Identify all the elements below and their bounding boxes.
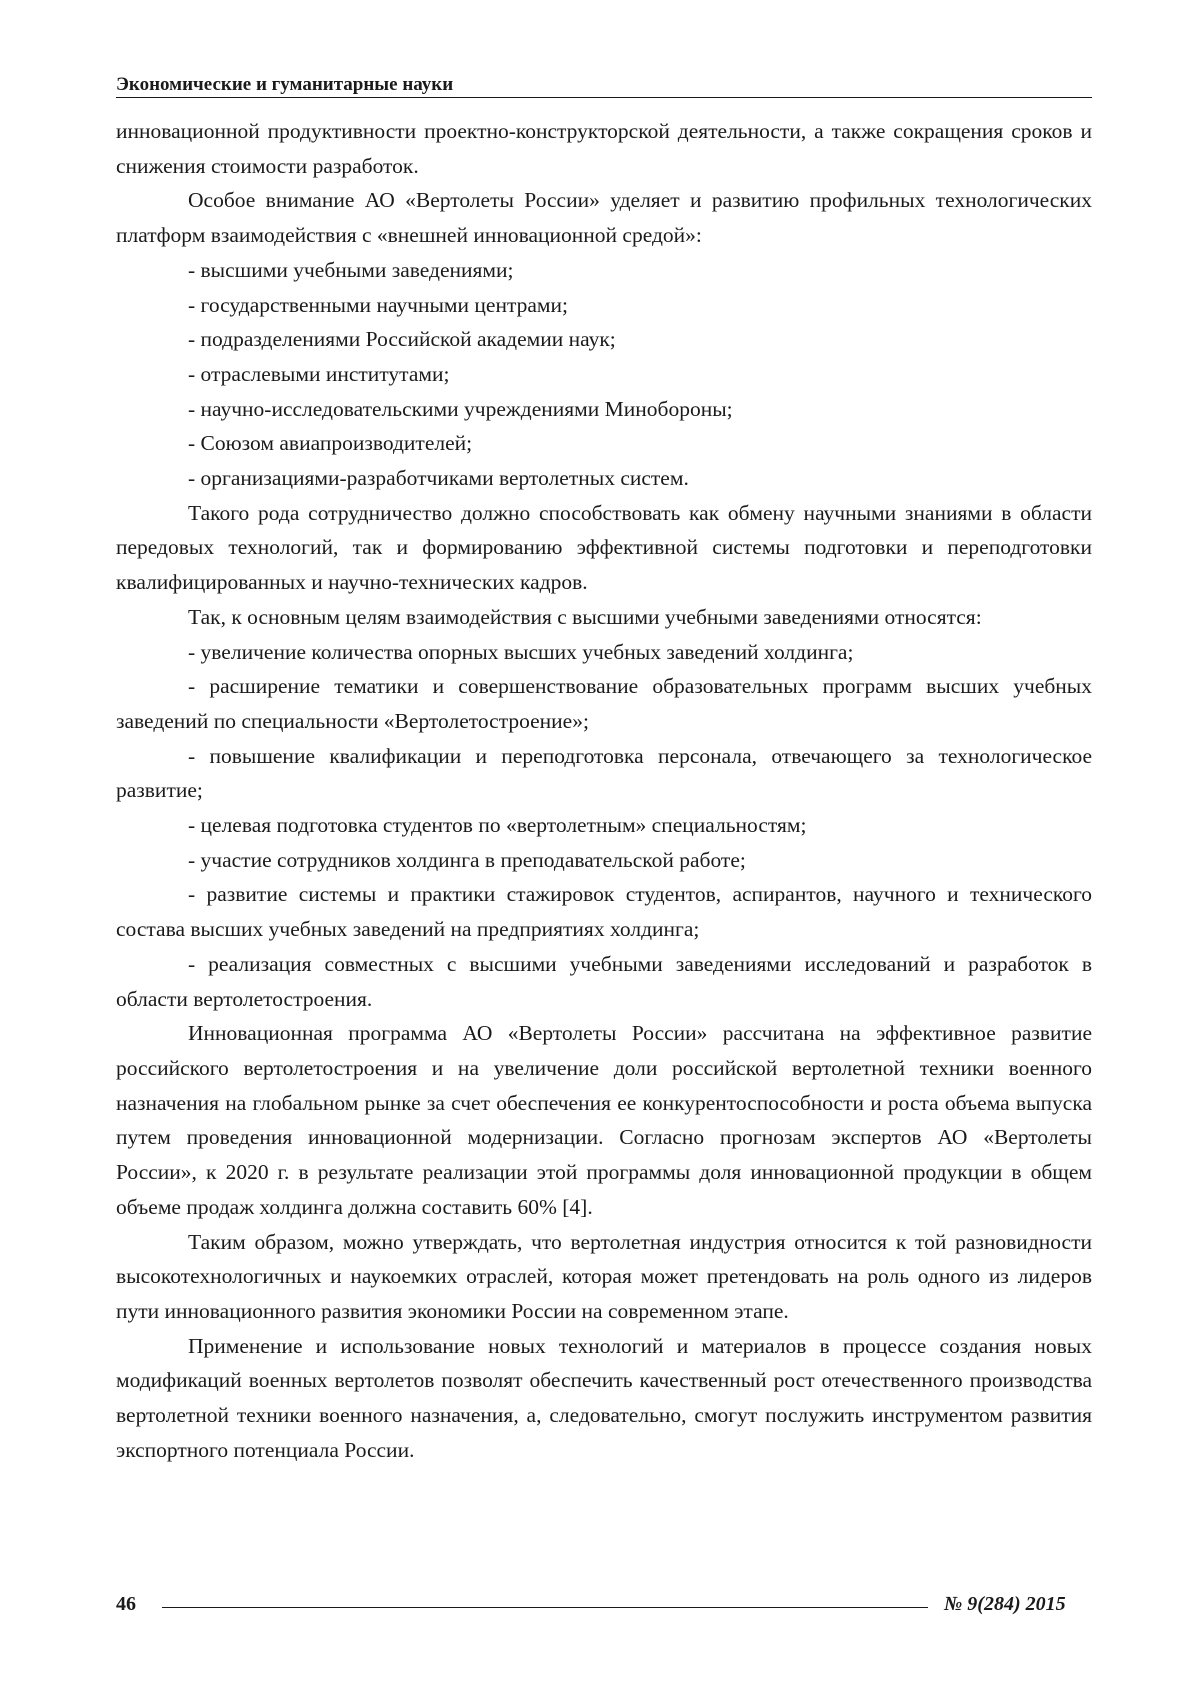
document-page — [0, 0, 1200, 1698]
list-item: - подразделениями Российской академии наук; — [116, 322, 1092, 357]
list-item: - расширение тематики и совершенствование образовательных программ высших учебных заведений по специальности «Вертолетостроение»; — [116, 669, 1092, 738]
paragraph: Применение и использование новых технологий и материалов в процессе создания новых модификаций военных вертолетов позволят обеспечить качественный рост отечественного производства вертолетной техники военного назначения, а, следовательно, смогут послужить инструментом развития экспортного потенциала России. — [116, 1329, 1092, 1468]
list-item: - отраслевыми институтами; — [116, 357, 1092, 392]
list-item: - реализация совместных с высшими учебными заведениями исследований и разработок в области вертолетостроения. — [116, 947, 1092, 1016]
list-item: - организациями-разработчиками вертолетных систем. — [116, 461, 1092, 496]
article-body — [116, 114, 1092, 1467]
list-item: - целевая подготовка студентов по «вертолетным» специальностям; — [116, 808, 1092, 843]
list-item: - Союзом авиапроизводителей; — [116, 426, 1092, 461]
list-item: - развитие системы и практики стажировок студентов, аспирантов, научного и технического состава высших учебных заведений на предприятиях холдинга; — [116, 877, 1092, 946]
paragraph: Инновационная программа АО «Вертолеты России» рассчитана на эффективное развитие российского вертолетостроения и на увеличение доли российской вертолетной техники военного назначения на глобальном рынке за счет обеспечения ее конкурентоспособности и роста объема выпуска путем проведения инновационной модернизации. Согласно прогнозам экспертов АО «Вертолеты России», к 2020 г. в результате реализации этой программы доля инновационной продукции в общем объеме продаж холдинга должна составить 60% [4]. — [116, 1016, 1092, 1224]
paragraph: Так, к основным целям взаимодействия с высшими учебными заведениями относятся: — [116, 600, 1092, 635]
running-header: Экономические и гуманитарные науки — [116, 74, 1092, 98]
paragraph: Такого рода сотрудничество должно способствовать как обмену научными знаниями в области передовых технологий, так и формированию эффективной системы подготовки и переподготовки квалифицированных и научно-технических кадров. — [116, 496, 1092, 600]
list-item: - участие сотрудников холдинга в преподавательской работе; — [116, 843, 1092, 878]
list-item: - государственными научными центрами; — [116, 288, 1092, 323]
paragraph: Особое внимание АО «Вертолеты России» уделяет и развитию профильных технологических платформ взаимодействия с «внешней инновационной средой»: — [116, 183, 1092, 252]
paragraph: Таким образом, можно утверждать, что вертолетная индустрия относится к той разновидности высокотехнологичных и наукоемких отраслей, которая может претендовать на роль одного из лидеров пути инновационного развития экономики России на современном этапе. — [116, 1225, 1092, 1329]
list-item: - повышение квалификации и переподготовка персонала, отвечающего за технологическое развитие; — [116, 739, 1092, 808]
paragraph-continuation: инновационной продуктивности проектно-конструкторской деятельности, а также сокращения сроков и снижения стоимости разработок. — [116, 114, 1092, 183]
issue-label: № 9(284) 2015 — [944, 1592, 1066, 1616]
list-item: - увеличение количества опорных высших учебных заведений холдинга; — [116, 635, 1092, 670]
page-number: 46 — [116, 1592, 136, 1616]
footer-divider — [162, 1607, 928, 1608]
list-item: - высшими учебными заведениями; — [116, 253, 1092, 288]
list-item: - научно-исследовательскими учреждениями Минобороны; — [116, 392, 1092, 427]
